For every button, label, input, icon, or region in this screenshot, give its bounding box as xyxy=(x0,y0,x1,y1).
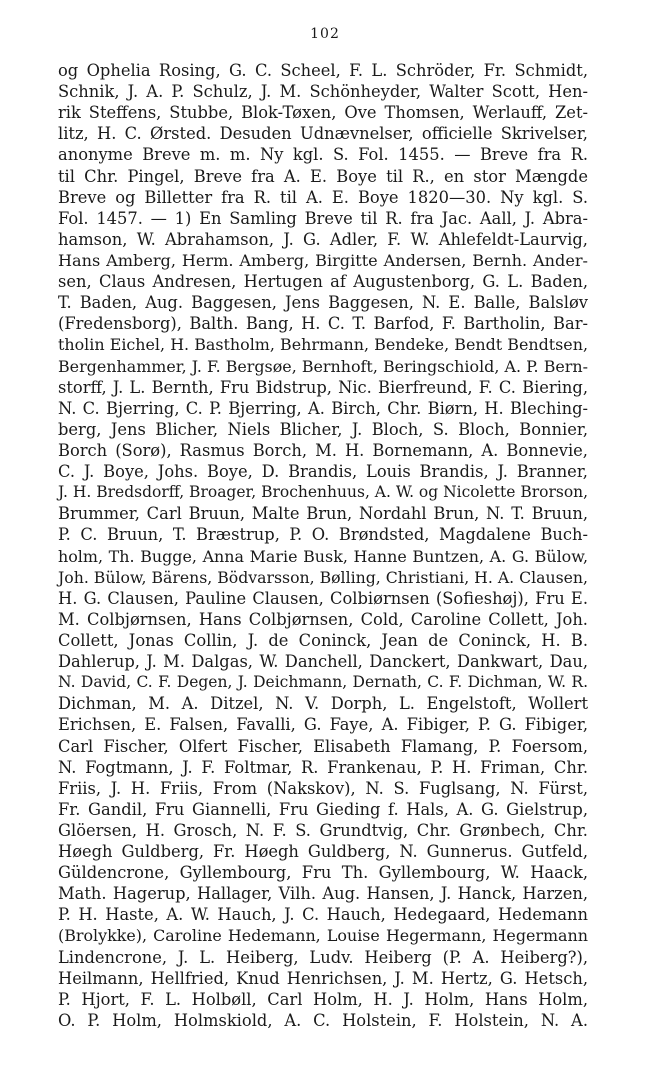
text-line: Fr. Gandil, Fru Giannelli, Fru Gieding f. Hals, A. G. Gielstrup, xyxy=(58,799,588,819)
text-line: Dichman, M. A. Ditzel, N. V. Dorph, L. Engelstoft, Wollert xyxy=(58,694,588,714)
text-line: sen, Claus Andresen, Hertugen af Augustenborg, G. L. Baden, xyxy=(58,272,588,292)
text-line: Math. Hagerup, Hallager, Vilh. Aug. Hansen, J. Hanck, Harzen, xyxy=(58,884,588,904)
text-line: N. Fogtmann, J. F. Foltmar, R. Frankenau, P. H. Friman, Chr. xyxy=(58,757,588,777)
text-line: P. Hjort, F. L. Holbøll, Carl Holm, H. J. Holm, Hans Holm, xyxy=(58,989,588,1009)
text-line: anonyme Breve m. m. Ny kgl. S. Fol. 1455. — Breve fra R. xyxy=(58,145,588,165)
text-line: Friis, J. H. Friis, From (Nakskov), N. S. Fuglsang, N. Fürst, xyxy=(58,778,588,798)
text-line: Carl Fischer, Olfert Fischer, Elisabeth Flamang, P. Foersom, xyxy=(58,736,588,756)
text-line: C. J. Boye, Johs. Boye, D. Brandis, Louis Brandis, J. Branner, xyxy=(58,462,588,482)
text-line: og Ophelia Rosing, G. C. Scheel, F. L. Schröder, Fr. Schmidt, xyxy=(58,61,588,80)
text-line: holm, Th. Bugge, Anna Marie Busk, Hanne Buntzen, A. G. Bülow, xyxy=(58,546,588,566)
text-line: Brummer, Carl Bruun, Malte Brun, Nordahl Brun, N. T. Bruun, xyxy=(58,504,588,524)
text-line: Dahlerup, J. M. Dalgas, W. Danchell, Danckert, Dankwart, Dau, xyxy=(58,652,588,672)
text-line: Heilmann, Hellfried, Knud Henrichsen, J. M. Hertz, G. Hetsch, xyxy=(58,968,588,988)
text-line: T. Baden, Aug. Baggesen, Jens Baggesen, N. E. Balle, Balsløv xyxy=(58,293,588,313)
text-line: P. H. Haste, A. W. Hauch, J. C. Hauch, Hedegaard, Hedemann xyxy=(58,905,588,925)
text-line: Erichsen, E. Falsen, Favalli, G. Faye, A. Fibiger, P. G. Fibiger, xyxy=(58,715,588,735)
text-line: Collett, Jonas Collin, J. de Coninck, Jean de Coninck, H. B. xyxy=(58,630,588,650)
page-number: 102 xyxy=(310,26,340,42)
text-line: berg, Jens Blicher, Niels Blicher, J. Bloch, S. Bloch, Bonnier, xyxy=(58,419,588,439)
text-line: Breve og Billetter fra R. til A. E. Boye 1820—30. Ny kgl. S. xyxy=(58,187,588,207)
text-line: N. C. Bjerring, C. P. Bjerring, A. Birch, Chr. Biørn, H. Bleching- xyxy=(58,398,588,418)
text-line: storff, J. L. Bernth, Fru Bidstrup, Nic. Bierfreund, F. C. Biering, xyxy=(58,377,588,397)
text-line: H. G. Clausen, Pauline Clausen, Colbiørnsen (Sofieshøj), Fru E. xyxy=(58,588,588,608)
text-line: O. P. Holm, Holmskiold, A. C. Holstein, F. Holstein, N. A. xyxy=(58,1010,588,1030)
text-line: (Fredensborg), Balth. Bang, H. C. T. Barfod, F. Bartholin, Bar- xyxy=(58,314,588,334)
text-line: J. H. Bredsdorff, Broager, Brochenhuus, A. W. og Nicolette Brorson, xyxy=(58,483,589,502)
text-line: Borch (Sorø), Rasmus Borch, M. H. Bornemann, A. Bonnevie, xyxy=(58,440,588,460)
text-line: hamson, W. Abrahamson, J. G. Adler, F. W. Ahlefeldt-Laurvig, xyxy=(58,229,588,249)
text-line: Lindencrone, J. L. Heiberg, Ludv. Heiberg (P. A. Heiberg?), xyxy=(58,947,588,967)
text-line: Fol. 1457. — 1) En Samling Breve til R. fra Jac. Aall, J. Abra- xyxy=(58,208,588,228)
text-line: M. Colbjørnsen, Hans Colbjørnsen, Cold, Caroline Collett, Joh. xyxy=(58,609,588,629)
text-line: Güldencrone, Gyllembourg, Fru Th. Gyllembourg, W. Haack, xyxy=(58,863,588,883)
text-line: Høegh Guldberg, Fr. Høegh Guldberg, N. Gunnerus. Gutfeld, xyxy=(58,842,588,862)
text-line: til Chr. Pingel, Breve fra A. E. Boye til R., en stor Mængde xyxy=(58,166,588,186)
text-line: Glöersen, H. Grosch, N. F. S. Grundtvig, Chr. Grønbech, Chr. xyxy=(58,820,588,840)
text-line: rik Steffens, Stubbe, Blok-Tøxen, Ove Thomsen, Werlauff, Zet- xyxy=(58,103,588,123)
text-line: Joh. Bülow, Bärens, Bödvarsson, Bølling, Christiani, H. A. Clausen, xyxy=(58,567,589,587)
text-line: P. C. Bruun, T. Bræstrup, P. O. Brøndsted, Magdalene Buch- xyxy=(58,525,588,545)
text-line: Bergenhammer, J. F. Bergsøe, Bernhoft, Beringschiold, A. P. Bern- xyxy=(58,356,588,376)
text-line: (Brolykke), Caroline Hedemann, Louise Hegermann, Hegermann xyxy=(58,926,588,946)
body-text xyxy=(58,60,588,1031)
text-line: tholin Eichel, H. Bastholm, Behrmann, Bendeke, Bendt Bendtsen, xyxy=(58,335,588,355)
text-line: N. David, C. F. Degen, J. Deichmann, Dernath, C. F. Dichman, W. R. xyxy=(58,673,588,692)
text-line: Hans Amberg, Herm. Amberg, Birgitte Andersen, Bernh. Ander- xyxy=(58,250,588,270)
text-line: litz, H. C. Ørsted. Desuden Udnævnelser, officielle Skrivelser, xyxy=(58,124,588,144)
text-line: Schnik, J. A. P. Schulz, J. M. Schönheyder, Walter Scott, Hen- xyxy=(58,82,588,102)
